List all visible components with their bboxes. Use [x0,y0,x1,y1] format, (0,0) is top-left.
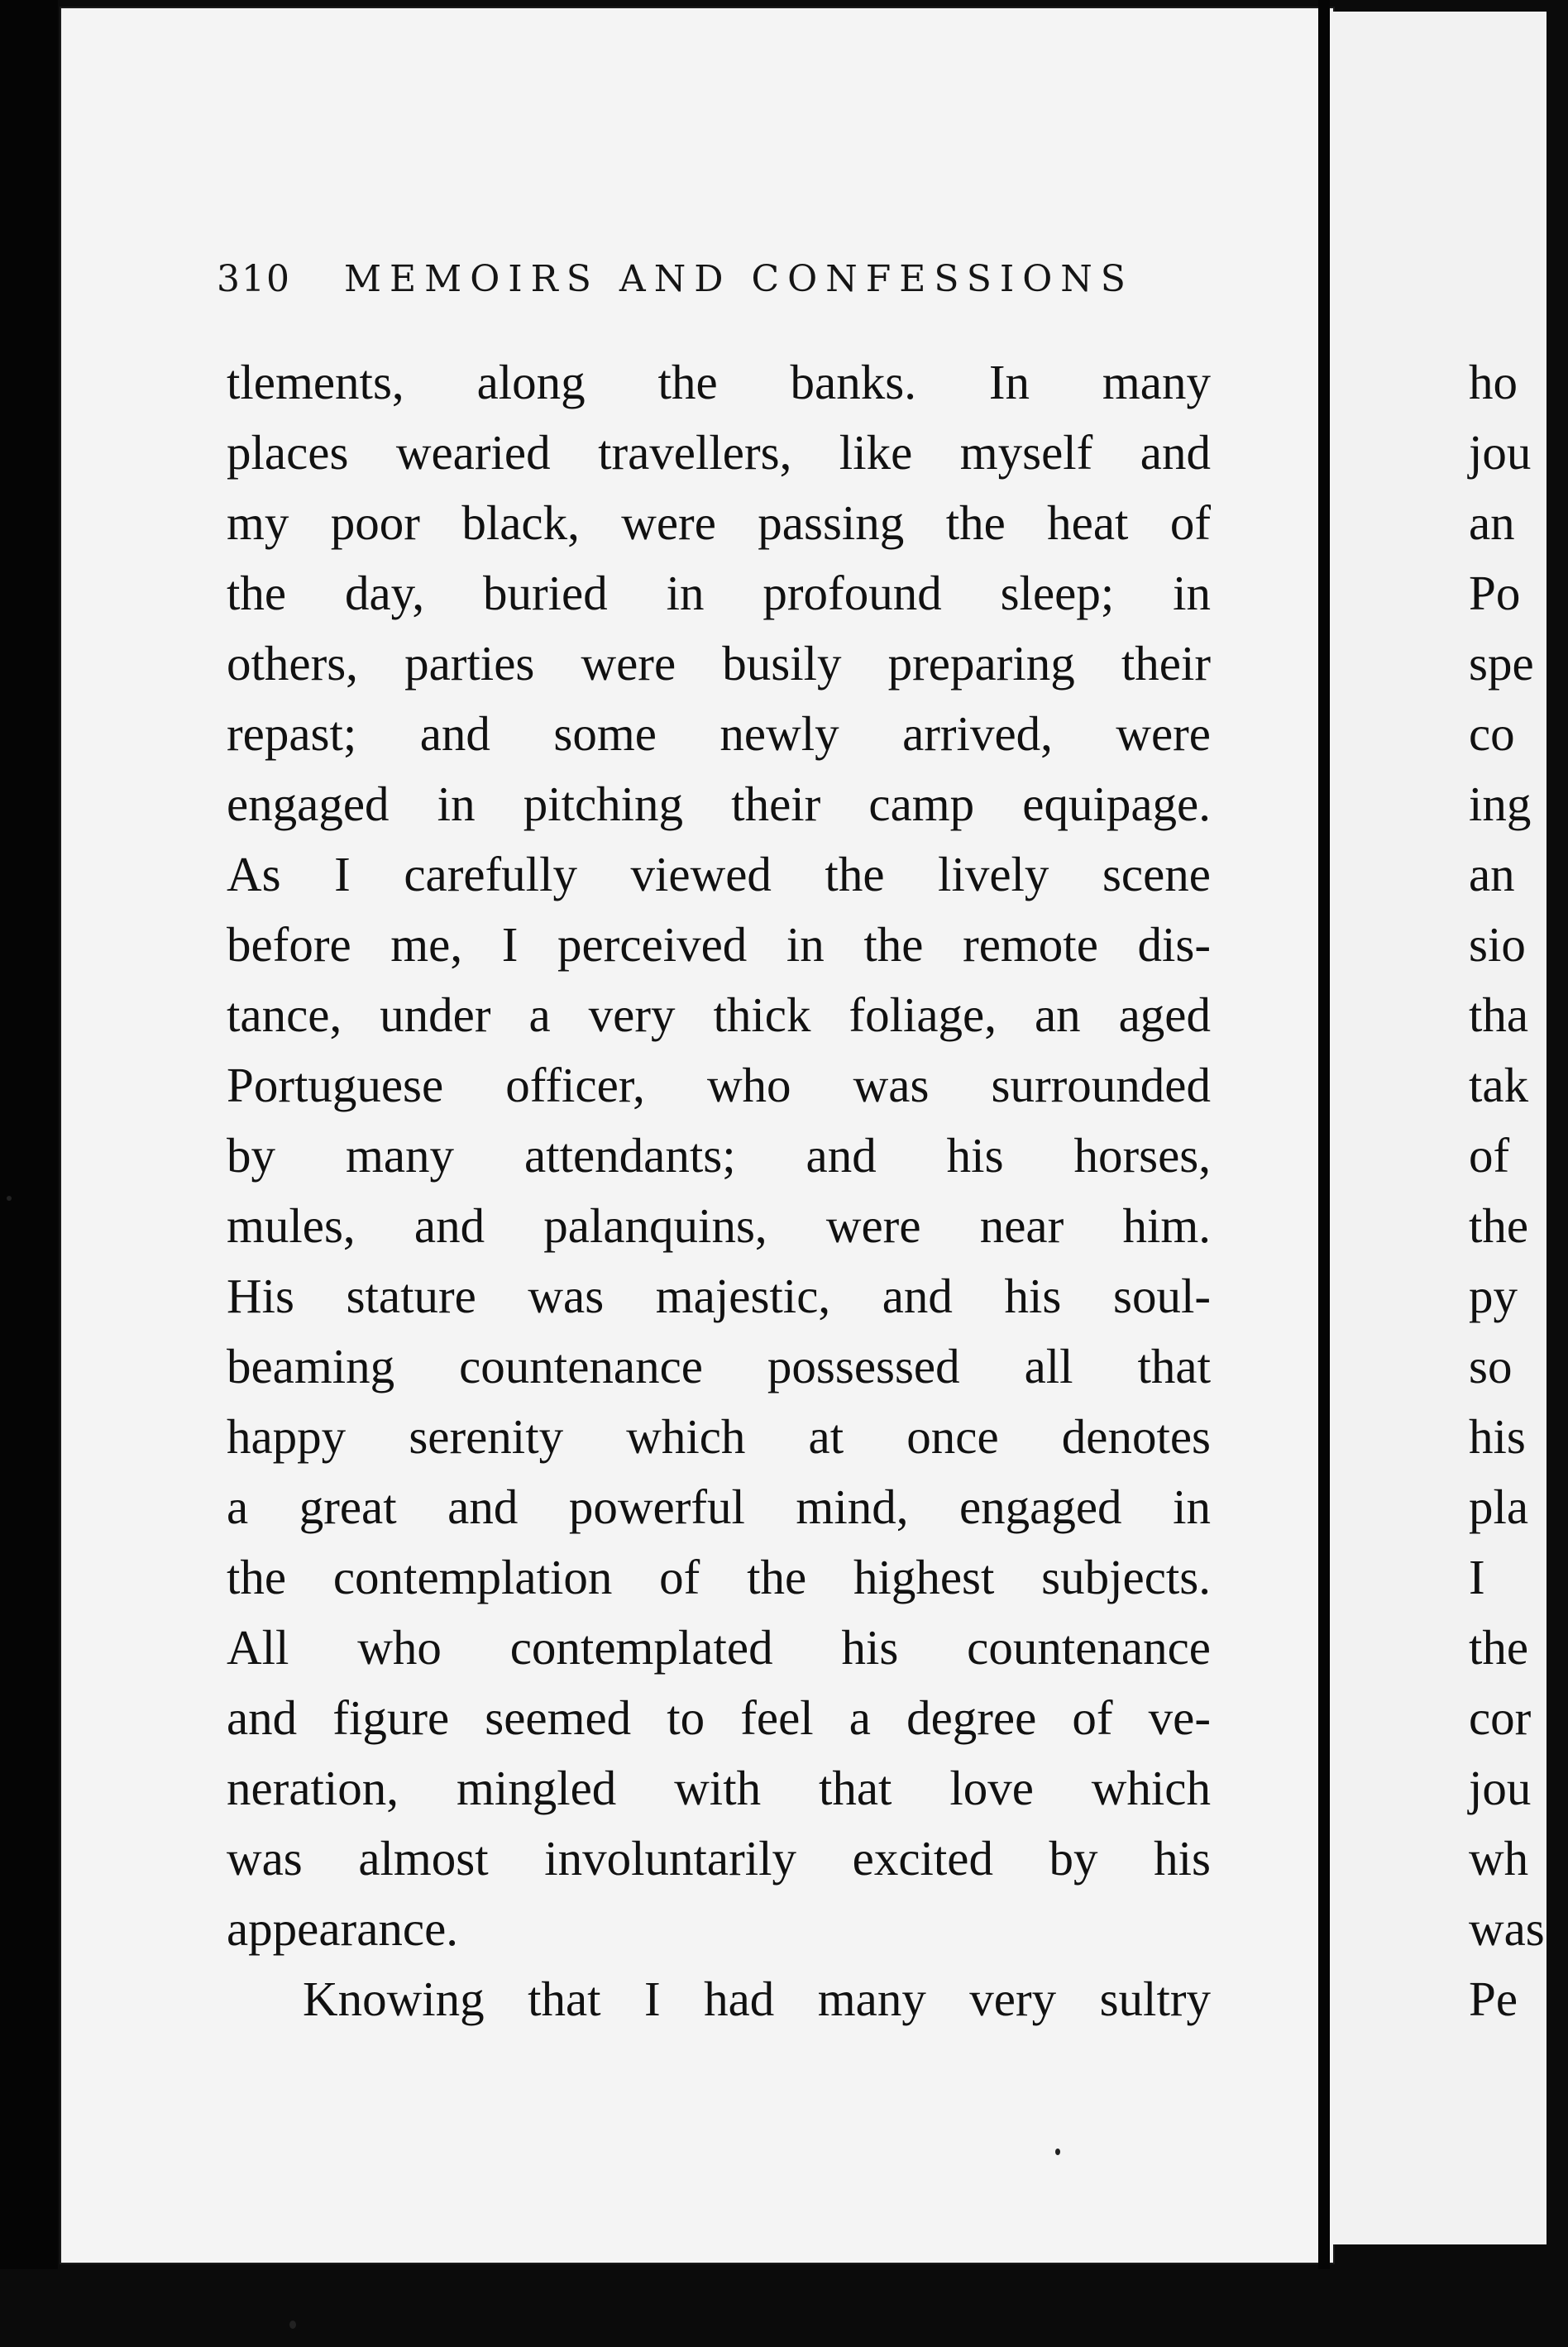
page-number: 310 [217,258,291,300]
text-line-fragment: an [1469,847,1515,901]
text-line: the day, buried in profound sleep; in [227,566,1211,620]
left-page-body [227,347,1211,2034]
book-gutter [1318,0,1330,2282]
text-line: a great and powerful mind, engaged in [227,1479,1211,1534]
text-line-fragment: jou [1469,1761,1532,1815]
text-line-fragment: the [1469,1198,1529,1253]
text-line: before me, I perceived in the remote dis- [227,917,1211,972]
text-line-fragment: so [1469,1339,1513,1393]
text-line-fragment: Po [1469,566,1521,620]
text-line: appearance. [227,1901,459,1956]
running-title: MEMOIRS AND CONFESSIONS [343,258,1134,300]
text-line: was almost involuntarily excited by his [227,1831,1211,1886]
text-line: tlements, along the banks. In many [227,355,1211,409]
text-line: As I carefully viewed the lively scene [227,847,1211,901]
text-line: His stature was majestic, and his soul- [227,1269,1211,1323]
text-line: places wearied travellers, like myself and [227,425,1211,480]
text-line: others, parties were busily preparing their [227,636,1211,691]
text-line-fragment: sio [1469,917,1526,972]
text-line-fragment: an [1469,495,1515,550]
text-line-fragment: tha [1469,987,1529,1042]
text-line: neration, mingled with that love which [227,1761,1211,1815]
text-line: beaming countenance possessed all that [227,1339,1211,1393]
text-line: mules, and palanquins, were near him. [227,1198,1211,1253]
text-line-fragment: his [1469,1409,1526,1464]
text-line-fragment: jou [1469,425,1532,480]
text-line-fragment: ing [1469,777,1532,831]
ink-speck [289,2321,296,2329]
text-line: Knowing that I had many very sultry [303,1972,1211,2026]
text-line-fragment: spe [1469,636,1534,691]
text-line: and figure seemed to feel a degree of ve- [227,1690,1211,1745]
text-line-fragment: co [1469,706,1515,761]
ink-speck [7,1196,12,1201]
text-line-fragment: the [1469,1620,1529,1675]
right-page-body [1469,347,1568,2034]
text-line-fragment: pla [1469,1479,1529,1534]
text-line-fragment: I [1469,1550,1485,1604]
scan-bottom-edge [0,2269,1532,2347]
text-line: the contemplation of the highest subjects. [227,1550,1211,1604]
text-line: Portuguese officer, who was surrounded [227,1058,1211,1112]
text-line: tance, under a very thick foliage, an aged [227,987,1211,1042]
text-line-fragment: Pe [1469,1972,1518,2026]
text-line-fragment: py [1469,1269,1518,1323]
text-line-fragment: wh [1469,1831,1529,1886]
text-line: engaged in pitching their camp equipage. [227,777,1211,831]
text-line: happy serenity which at once denotes [227,1409,1211,1464]
text-line: repast; and some newly arrived, were [227,706,1211,761]
text-line-fragment: ho [1469,355,1518,409]
text-line-fragment: tak [1469,1058,1529,1112]
ink-speck [1055,2149,1060,2155]
text-line-fragment: cor [1469,1690,1532,1745]
text-line: All who contemplated his countenance [227,1620,1211,1675]
text-line: my poor black, were passing the heat of [227,495,1211,550]
text-line: by many attendants; and his horses, [227,1128,1211,1183]
running-head [217,258,1134,300]
text-line-fragment: was [1469,1901,1545,1956]
scan-left-edge [0,0,58,2347]
text-line-fragment: of [1469,1128,1510,1183]
